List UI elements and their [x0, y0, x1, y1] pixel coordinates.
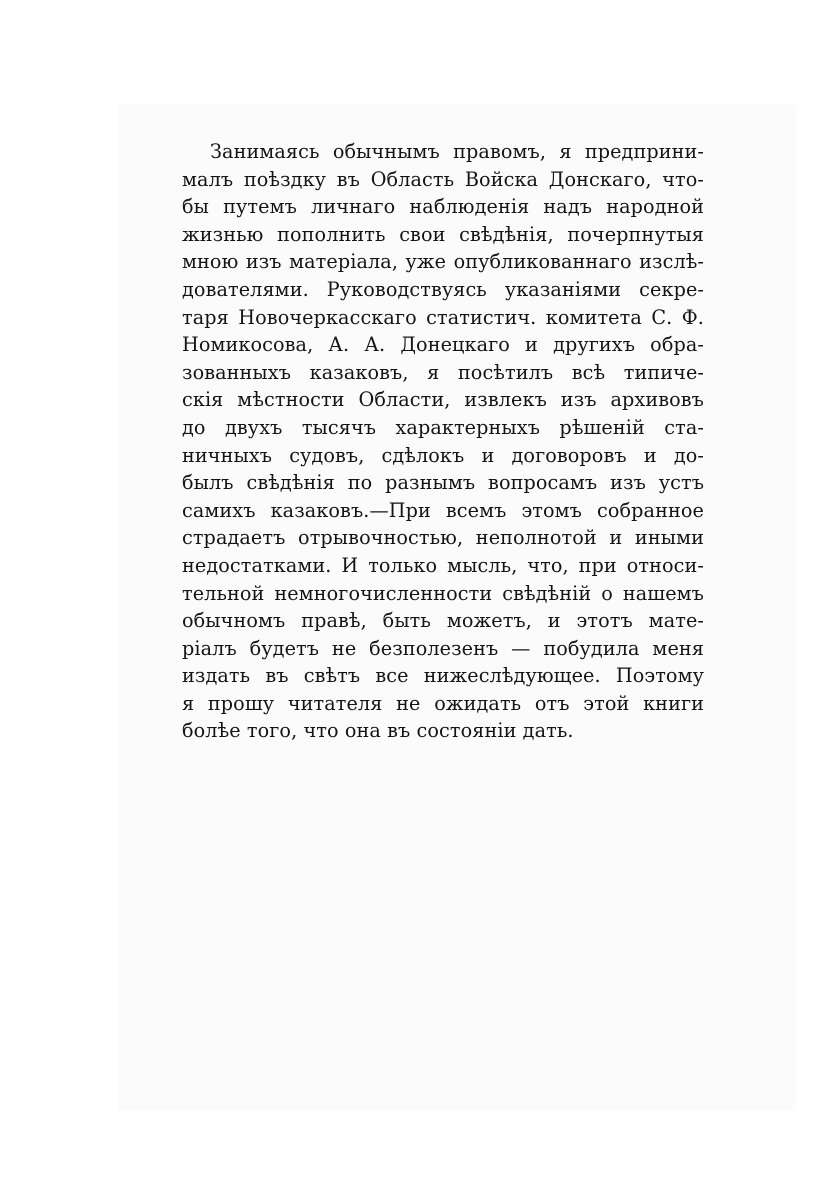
- text-line: мною изъ матеріала, уже опубликованнаго изслѣ-: [182, 250, 704, 274]
- text-line: ріалъ будетъ не безполезенъ — побудила меня: [182, 636, 704, 660]
- text-line: болѣе того, что она въ состояніи дать.: [182, 719, 574, 743]
- text-line: Номикосова, А. А. Донецкаго и другихъ обра-: [182, 333, 704, 357]
- text-line: дователями. Руководствуясь указаніями секре-: [182, 277, 704, 301]
- text-line: до двухъ тысячъ характерныхъ рѣшеній ста-: [182, 415, 704, 439]
- text-line: жизнью пополнить свои свѣдѣнія, почерпнутыя: [182, 222, 704, 246]
- text-line: самихъ казаковъ.—При всемъ этомъ собранное: [182, 498, 704, 522]
- text-line: недостатками. И только мысль, что, при относи-: [182, 553, 704, 577]
- text-line: я прошу читателя не ожидать отъ этой книги: [182, 691, 704, 715]
- body-paragraph: [182, 138, 704, 745]
- text-line: скія мѣстности Области, извлекъ изъ архивовъ: [182, 388, 704, 412]
- text-line: ничныхъ судовъ, сдѣлокъ и договоровъ и до-: [182, 443, 704, 467]
- text-line: былъ свѣдѣнія по разнымъ вопросамъ изъ устъ: [182, 471, 704, 495]
- text-line: зованныхъ казаковъ, я посѣтилъ всѣ типиче-: [182, 360, 704, 384]
- text-line: Занимаясь обычнымъ правомъ, я предприни-: [210, 140, 704, 163]
- text-line: страдаетъ отрывочностью, неполнотой и иными: [182, 526, 704, 550]
- text-line: обычномъ правѣ, быть можетъ, и этотъ мате-: [182, 609, 704, 633]
- text-line: малъ поѣздку въ Область Войска Донскаго, что-: [182, 167, 704, 191]
- text-line: таря Новочеркасскаго статистич. комитета С. Ф.: [182, 305, 704, 329]
- text-line: бы путемъ личнаго наблюденія надъ народной: [182, 195, 704, 219]
- text-line: тельной немногочисленности свѣдѣній о нашемъ: [182, 581, 704, 605]
- text-line: издать въ свѣтъ все нижеслѣдующее. Поэтому: [182, 664, 704, 688]
